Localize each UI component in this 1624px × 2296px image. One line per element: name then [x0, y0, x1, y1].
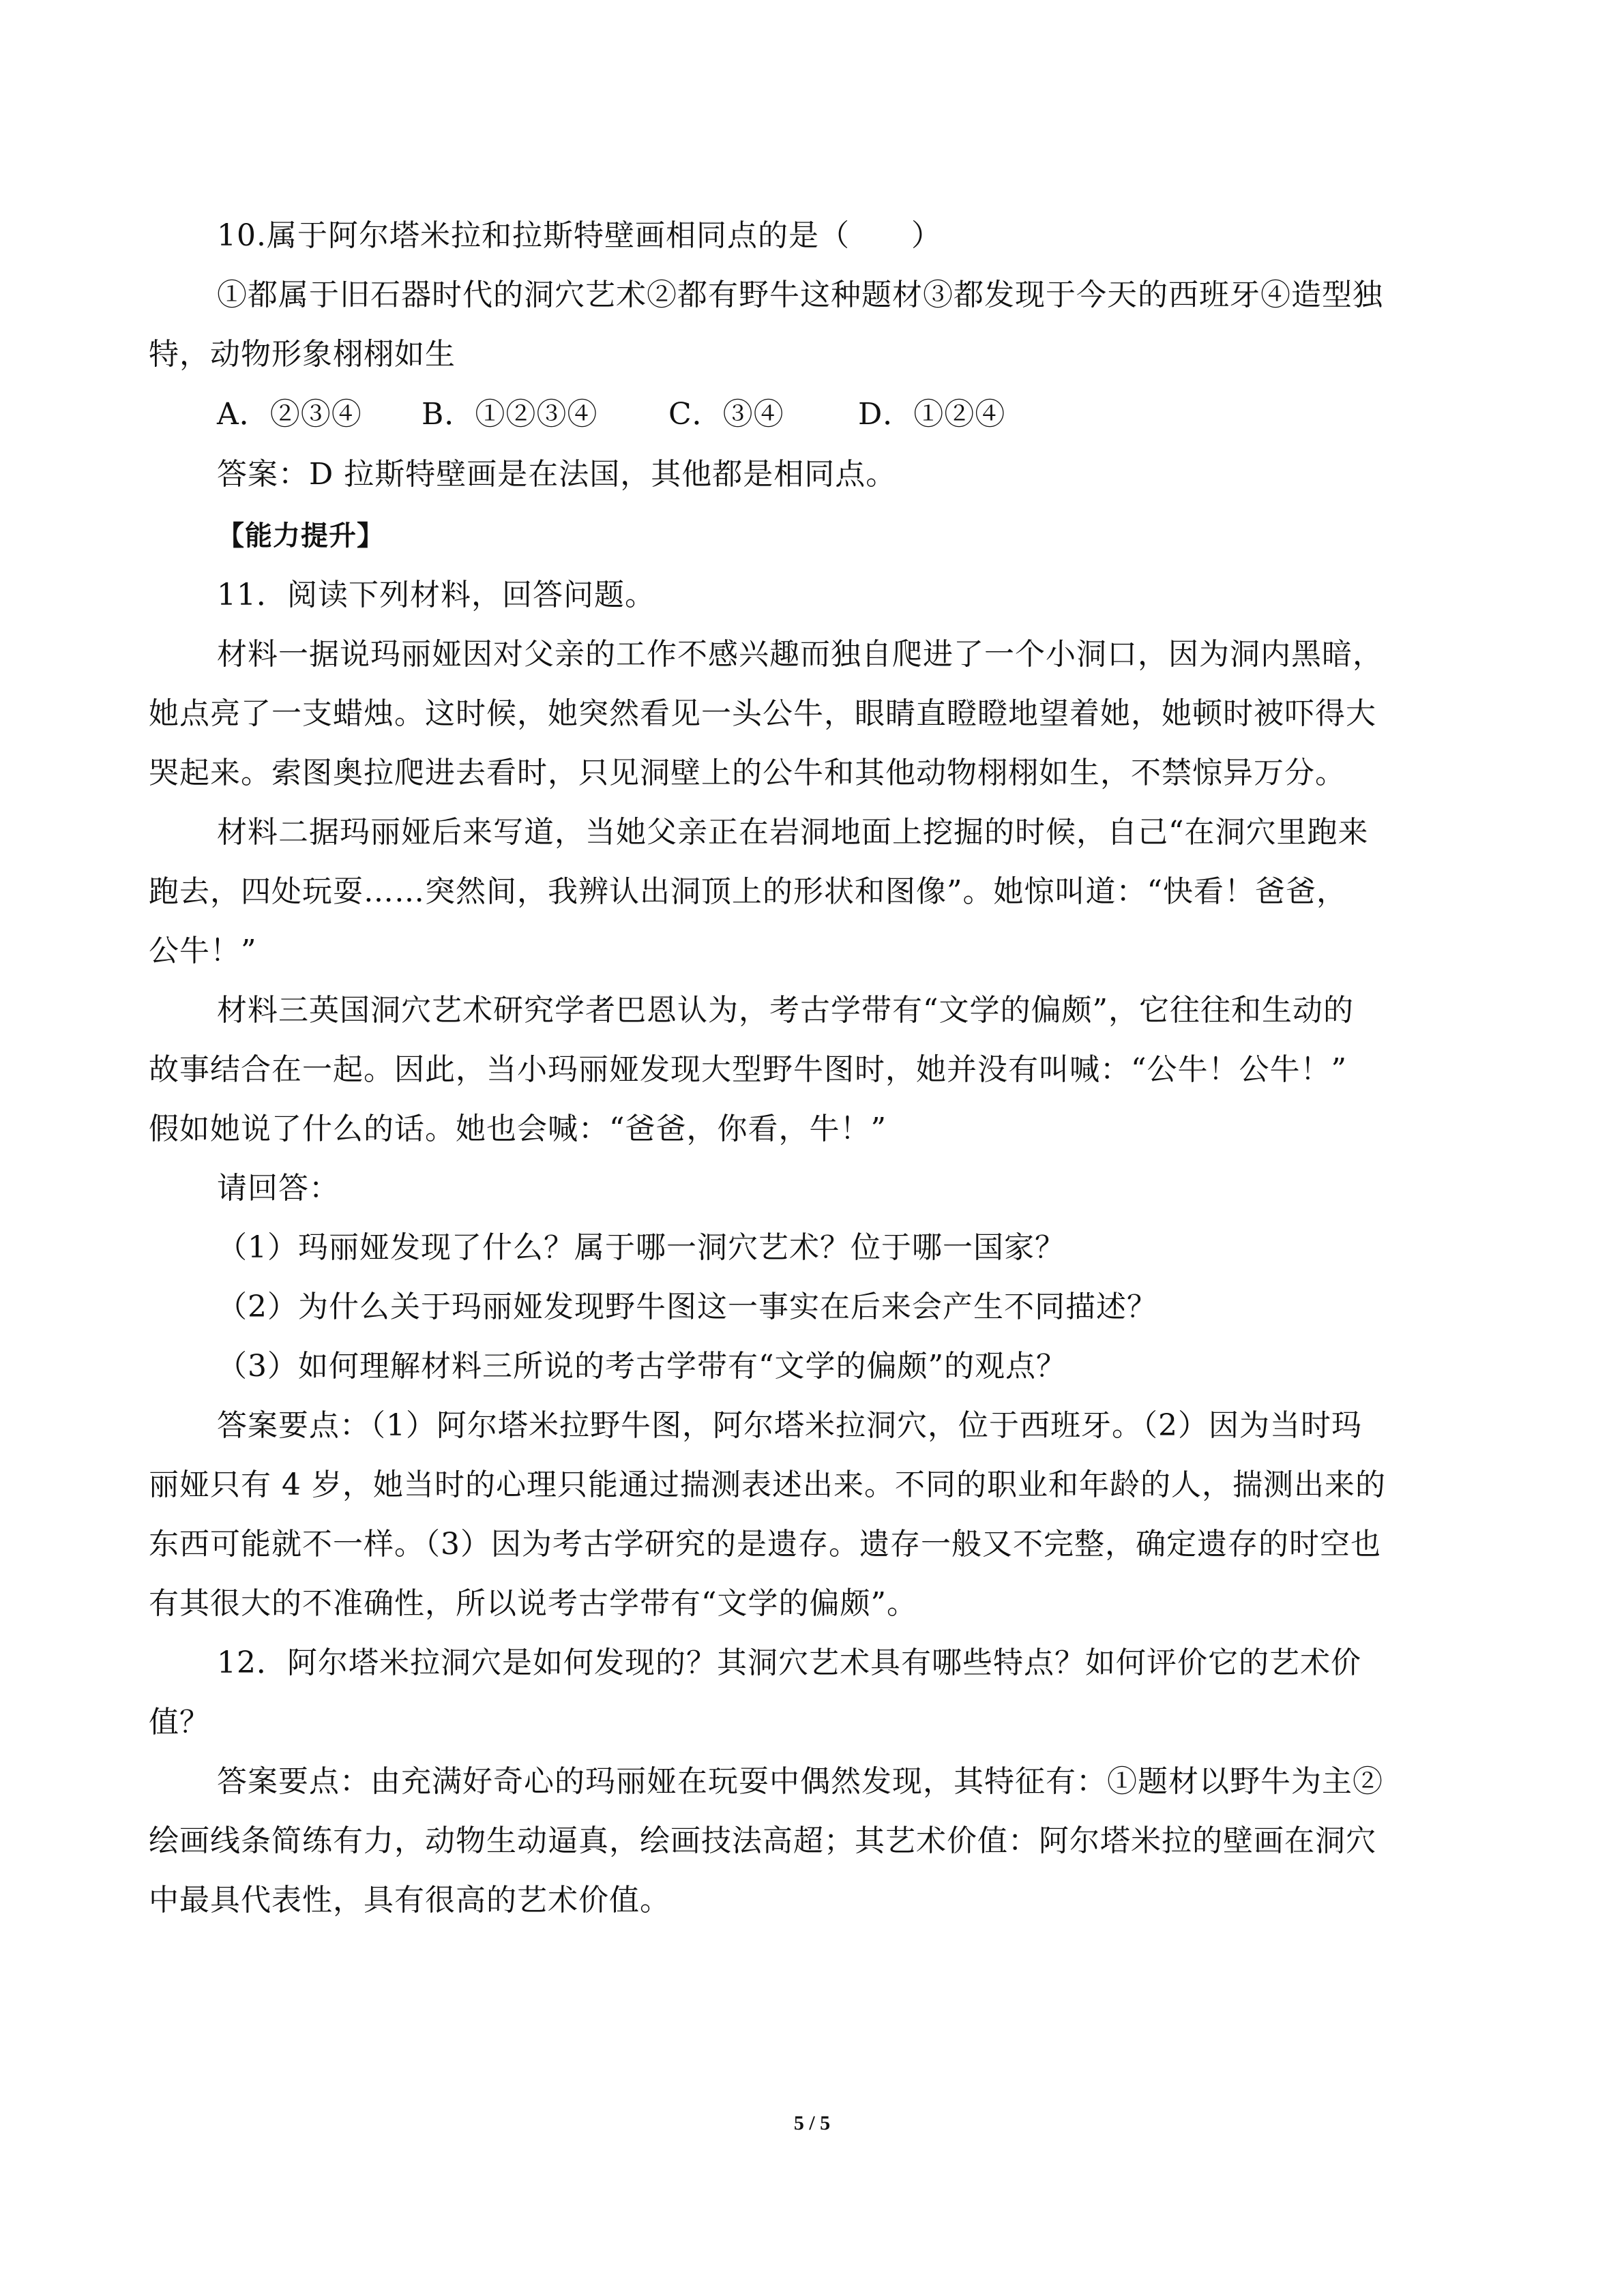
q10-answer: 答案：D 拉斯特壁画是在法国，其他都是相同点。 [217, 457, 897, 492]
q11-material2-line-2: 跑去，四处玩耍……突然间，我辨认出洞顶上的形状和图像”。她惊叫道：“快看！爸爸， [149, 874, 1347, 909]
q11-material3-line-2: 故事结合在一起。因此，当小玛丽娅发现大型野牛图时，她并没有叫喊：“公牛！公牛！” [149, 1052, 1347, 1087]
q11-subquestion-2: （2）为什么关于玛丽娅发现野牛图这一事实在后来会产生不同描述？ [217, 1289, 1157, 1324]
q10-statement-line-1: ①都属于旧石器时代的洞穴艺术②都有野牛这种题材③都发现于今天的西班牙④造型独 [217, 278, 1383, 312]
q11-answer-line-2: 丽娅只有 4 岁，她当时的心理只能通过揣测表述出来。不同的职业和年龄的人，揣测出来的 [149, 1467, 1386, 1502]
q11-material2-line-1: 材料二据玛丽娅后来写道，当她父亲正在岩洞地面上挖掘的时候，自己“在洞穴里跑来 [217, 815, 1369, 850]
q10-options [217, 396, 1005, 434]
q10-option-c: C．③④ [668, 397, 784, 432]
q12-answer-line-3: 中最具代表性，具有很高的艺术价值。 [149, 1883, 670, 1918]
q12-stem-line-1: 12．阿尔塔米拉洞穴是如何发现的？其洞穴艺术具有哪些特点？如何评价它的艺术价 [217, 1645, 1361, 1680]
q10-option-b: B．①②③④ [422, 397, 598, 432]
q11-subquestion-3: （3）如何理解材料三所说的考古学带有“文学的偏颇”的观点？ [217, 1349, 1067, 1384]
q11-material1-line-1: 材料一据说玛丽娅因对父亲的工作不感兴趣而独自爬进了一个小洞口，因为洞内黑暗， [217, 637, 1383, 672]
q12-answer-line-1: 答案要点：由充满好奇心的玛丽娅在玩耍中偶然发现，其特征有：①题材以野牛为主② [217, 1764, 1383, 1799]
q11-material1-line-3: 哭起来。索图奥拉爬进去看时，只见洞壁上的公牛和其他动物栩栩如生，不禁惊异万分。 [149, 756, 1346, 790]
q11-material3-line-3: 假如她说了什么的话。她也会喊：“爸爸，你看，牛！” [149, 1112, 887, 1146]
q12-stem-line-2: 值？ [149, 1705, 210, 1740]
q11-material3-line-1: 材料三英国洞穴艺术研究学者巴恩认为，考古学带有“文学的偏颇”，它往往和生动的 [217, 993, 1354, 1028]
q11-answer-line-1: 答案要点：（1）阿尔塔米拉野牛图，阿尔塔米拉洞穴，位于西班牙。（2）因为当时玛 [217, 1408, 1362, 1443]
q11-material2-line-3: 公牛！” [149, 934, 257, 968]
q11-subquestion-1: （1）玛丽娅发现了什么？属于哪一洞穴艺术？位于哪一国家？ [217, 1230, 1065, 1265]
q10-option-d: D．①②④ [858, 397, 1006, 432]
q10-option-a: A．②③④ [217, 397, 362, 432]
q11-material1-line-2: 她点亮了一支蜡烛。这时候，她突然看见一头公牛，眼睛直瞪瞪地望着她，她顿时被吓得大 [149, 696, 1376, 731]
q10-stem: 10.属于阿尔塔米拉和拉斯特壁画相同点的是（ ） [217, 218, 942, 253]
section-heading: 【能力提升】 [217, 520, 385, 552]
page-number: 5 / 5 [793, 2112, 831, 2134]
q10-statement-line-2: 特，动物形象栩栩如生 [149, 337, 456, 372]
q11-prompt: 请回答： [217, 1171, 340, 1206]
q11-answer-line-3: 东西可能就不一样。（3）因为考古学研究的是遗存。遗存一般又不完整，确定遗存的时空也 [149, 1527, 1381, 1562]
q11-answer-line-4: 有其很大的不准确性，所以说考古学带有“文学的偏颇”。 [149, 1586, 917, 1621]
q12-answer-line-2: 绘画线条简练有力，动物生动逼真，绘画技法高超；其艺术价值：阿尔塔米拉的壁画在洞穴 [149, 1823, 1376, 1858]
q11-stem: 11．阅读下列材料，回答问题。 [217, 578, 655, 612]
